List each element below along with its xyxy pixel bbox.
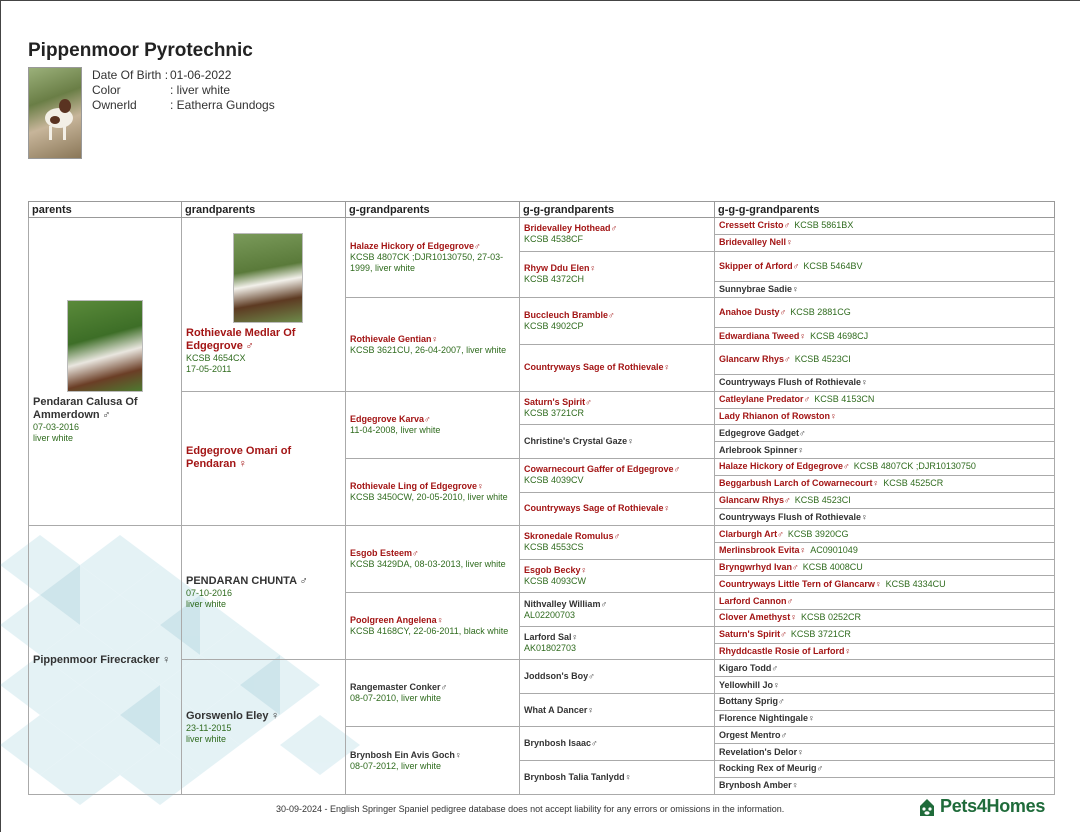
g-g-grandparent-cell-9[interactable]: [520, 526, 715, 560]
sex-symbol: ♂: [786, 595, 794, 606]
g-g-grandparent-cell-13[interactable]: [520, 660, 715, 694]
sex-symbol: ♀: [861, 511, 868, 522]
g-g-g-grandparent-cell-30[interactable]: [715, 744, 1055, 761]
sex-symbol: ♀: [663, 503, 671, 514]
g-g-g-grandparent-name: Sunnybrae Sadie: [719, 283, 793, 294]
pets4homes-logo[interactable]: [918, 796, 1045, 817]
grandparent-date: 23-11-2015: [186, 722, 232, 733]
g-g-grandparent-name: Countryways Sage of Rothievale: [524, 503, 664, 514]
g-g-g-grandparent-reg: KCSB 5861BX: [794, 220, 854, 231]
g-g-g-grandparent-reg: KCSB 2881CG: [790, 307, 851, 318]
color-value: : liver white: [170, 83, 231, 97]
g-g-g-grandparent-name: Saturn's Spirit: [719, 629, 781, 640]
g-g-g-grandparent-reg: KCSB 4525CR: [883, 478, 944, 489]
g-g-g-grandparent-cell-23[interactable]: [715, 626, 1055, 643]
g-grandparent-cell-6[interactable]: [346, 593, 520, 660]
g-g-g-grandparent-name: Glancarw Rhys: [719, 494, 785, 505]
g-g-g-grandparent-reg: KCSB 5464BV: [803, 260, 863, 271]
sex-symbol: ♀: [797, 444, 805, 455]
g-g-g-grandparent-name: Arlebrook Spinner: [719, 444, 798, 455]
sex-symbol: ♂: [779, 307, 787, 318]
parent-cell-1[interactable]: [29, 218, 182, 526]
g-g-grandparent-cell-2[interactable]: [520, 251, 715, 298]
sex-symbol: ♀: [844, 645, 852, 656]
g-g-g-grandparent-name: Bottany Sprig: [719, 696, 779, 707]
color-label: Color: [92, 83, 121, 97]
sex-symbol: ♀: [571, 632, 579, 643]
sex-symbol: ♀: [791, 780, 799, 791]
g-g-g-grandparent-name: Anahoe Dusty: [719, 307, 780, 318]
sex-symbol: ♂: [585, 397, 592, 408]
parent-color: liver white: [33, 432, 74, 443]
g-g-g-grandparent-cell-9[interactable]: [715, 391, 1055, 408]
pedigree-header-row: [29, 202, 1055, 218]
owner-label: Ownerld: [92, 98, 137, 112]
dog-info: [92, 68, 275, 113]
sex-symbol: ♀: [797, 746, 804, 757]
g-g-g-grandparent-cell-15[interactable]: [715, 492, 1055, 509]
g-g-g-grandparent-name: Countryways Flush of Rothievale: [719, 511, 862, 522]
pedigree-row: [29, 218, 1055, 235]
sex-symbol: ♀: [808, 713, 815, 724]
g-g-g-grandparent-cell-28[interactable]: [715, 710, 1055, 727]
sex-symbol: ♂: [792, 562, 799, 573]
sex-symbol: ♀: [238, 458, 247, 471]
g-g-grandparent-cell-6[interactable]: [520, 425, 715, 459]
g-g-grandparent-name: Brynbosh Talia Tanlydd: [524, 772, 625, 783]
sex-symbol: ♀: [792, 283, 799, 294]
g-g-g-grandparent-name: Brynbosh Amber: [719, 780, 792, 791]
sex-symbol: ♂: [799, 427, 806, 438]
dob-row: [92, 68, 275, 83]
g-g-grandparent-detail: AK01802703: [524, 643, 577, 654]
dog-silhouette-icon: [29, 68, 81, 158]
g-grandparent-name: Rothievale Gentian: [350, 333, 432, 344]
g-g-grandparent-name: Christine's Crystal Gaze: [524, 436, 628, 447]
g-g-g-grandparent-cell-20[interactable]: [715, 576, 1055, 593]
g-g-g-grandparent-name: Lady Rhianon of Rowston: [719, 411, 830, 422]
sex-symbol: ♂: [245, 340, 254, 353]
parent-name: Pendaran Calusa Of Ammerdown: [33, 395, 138, 421]
g-g-g-grandparent-name: Bryngwrhyd Ivan: [719, 562, 793, 573]
g-grandparent-cell-1[interactable]: [346, 218, 520, 298]
g-g-grandparent-cell-10[interactable]: [520, 559, 715, 593]
g-g-grandparent-cell-1[interactable]: [520, 218, 715, 252]
g-g-g-grandparent-cell-8[interactable]: [715, 375, 1055, 392]
g-g-g-grandparent-reg: KCSB 4523CI: [794, 494, 851, 505]
pedigree-row: [29, 526, 1055, 543]
g-grandparent-cell-2[interactable]: [346, 298, 520, 392]
g-g-grandparent-detail: AL02200703: [524, 609, 576, 620]
pedigree-row: [29, 660, 1055, 677]
g-g-g-grandparent-cell-26[interactable]: [715, 677, 1055, 694]
g-g-grandparent-detail: KCSB 4039CV: [524, 475, 584, 486]
sex-symbol: ♂: [600, 598, 608, 609]
g-g-grandparent-name: Nithvalley William: [524, 598, 601, 609]
g-g-g-grandparent-cell-13[interactable]: [715, 458, 1055, 475]
g-g-grandparent-cell-4[interactable]: [520, 345, 715, 392]
g-g-grandparent-name: What A Dancer: [524, 704, 588, 715]
g-g-g-grandparent-cell-7[interactable]: [715, 345, 1055, 375]
g-grandparent-detail: 08-07-2010, liver white: [350, 693, 442, 704]
g-grandparent-name: Rothievale Ling of Edgegrove: [350, 481, 478, 492]
sex-symbol: ♀: [773, 679, 780, 690]
sex-symbol: ♀: [830, 411, 837, 422]
g-grandparent-cell-4[interactable]: [346, 458, 520, 525]
g-grandparent-name: Poolgreen Angelena: [350, 615, 437, 626]
footer-disclaimer: 30-09-2024 - English Springer Spaniel pedigree database does not accept liability for any errors or omissions in the information.: [276, 804, 785, 814]
grandparent-cell-1[interactable]: [182, 218, 346, 392]
g-g-g-grandparent-cell-31[interactable]: [715, 761, 1055, 778]
g-g-g-grandparent-cell-27[interactable]: [715, 693, 1055, 710]
g-grandparent-name: Edgegrove Karva: [350, 413, 425, 424]
sex-symbol: ♂: [780, 629, 787, 640]
g-g-g-grandparent-name: Florence Nightingale: [719, 713, 809, 724]
g-g-g-grandparent-reg: KCSB 4523CI: [794, 354, 851, 365]
header-g-g-g-grandparents: g-g-g-grandparents: [715, 202, 1055, 218]
g-g-g-grandparent-name: Kigaro Todd: [719, 662, 772, 673]
g-g-grandparent-cell-5[interactable]: [520, 391, 715, 425]
parent-date: 07-03-2016: [33, 421, 80, 432]
g-g-g-grandparent-cell-5[interactable]: [715, 298, 1055, 328]
g-g-g-grandparent-name: Clover Amethyst: [719, 612, 791, 623]
logo-text: Pets4Homes: [940, 796, 1046, 816]
g-g-g-grandparent-name: Catleylane Predator: [719, 394, 804, 405]
sex-symbol: ♀: [786, 237, 793, 248]
g-g-g-grandparent-reg: KCSB 4008CU: [802, 562, 863, 573]
g-g-g-grandparent-cell-19[interactable]: [715, 559, 1055, 576]
pedigree-table: [28, 201, 1054, 795]
sex-symbol: ♂: [440, 682, 448, 693]
g-g-g-grandparent-name: Edwardiana Tweed: [719, 330, 800, 341]
g-grandparent-detail: KCSB 3429DA, 08-03-2013, liver white: [350, 559, 506, 570]
g-g-g-grandparent-name: Merlinsbrook Evita: [719, 545, 800, 556]
g-g-g-grandparent-name: Beggarbush Larch of Cowarnecourt: [719, 478, 873, 489]
dob-value: 01-06-2022: [170, 68, 232, 82]
sex-symbol: ♂: [792, 260, 800, 271]
sex-symbol: ♂: [777, 528, 784, 539]
g-g-grandparent-cell-14[interactable]: [520, 693, 715, 727]
g-g-g-grandparent-cell-17[interactable]: [715, 526, 1055, 543]
g-g-grandparent-name: Esgob Becky: [524, 564, 581, 575]
g-g-g-grandparent-reg: KCSB 0252CR: [800, 612, 861, 623]
pedigree-row: [29, 391, 1055, 408]
sex-symbol: ♂: [412, 548, 419, 559]
g-grandparent-name: Brynbosh Ein Avis Goch: [350, 749, 455, 760]
g-g-g-grandparent-reg: KCSB 3721CR: [790, 629, 851, 640]
sex-symbol: ♂: [783, 220, 791, 231]
grandparent-cell-4[interactable]: [182, 660, 346, 795]
sex-symbol: ♀: [271, 709, 280, 722]
dog-photo[interactable]: [28, 67, 82, 159]
g-g-grandparent-name: Cowarnecourt Gaffer of Edgegrove: [524, 464, 674, 475]
sex-symbol: ♂: [843, 461, 850, 472]
g-g-g-grandparent-cell-14[interactable]: [715, 475, 1055, 492]
g-g-g-grandparent-cell-12[interactable]: [715, 442, 1055, 459]
parent-cell-2[interactable]: [29, 526, 182, 795]
color-row: [92, 83, 275, 98]
header-g-grandparents: g-grandparents: [346, 202, 520, 218]
g-g-g-grandparent-cell-10[interactable]: [715, 408, 1055, 425]
g-grandparent-detail: KCSB 4807CK ;DJR10130750, 27-03-1999, liver white: [350, 252, 504, 274]
sex-symbol: ♂: [780, 729, 788, 740]
sex-symbol: ♂: [673, 464, 681, 475]
g-g-g-grandparent-name: Cressett Cristo: [719, 220, 784, 231]
sex-symbol: ♂: [608, 310, 615, 321]
g-g-g-grandparent-cell-24[interactable]: [715, 643, 1055, 660]
g-g-g-grandparent-cell-2[interactable]: [715, 234, 1055, 251]
header-grandparents: grandparents: [182, 202, 346, 218]
g-g-grandparent-detail: KCSB 4538CF: [524, 234, 584, 245]
paw-house-icon: [918, 797, 936, 817]
sex-symbol: ♂: [610, 223, 618, 234]
g-g-g-grandparent-cell-29[interactable]: [715, 727, 1055, 744]
owner-value: : Eatherra Gundogs: [170, 98, 275, 112]
sex-symbol: ♀: [872, 478, 880, 489]
g-g-grandparent-cell-11[interactable]: [520, 593, 715, 627]
header-parents: parents: [29, 202, 182, 218]
g-grandparent-detail: 11-04-2008, liver white: [350, 424, 441, 435]
sex-symbol: ♀: [431, 333, 439, 344]
sex-symbol: ♀: [624, 772, 632, 783]
g-g-grandparent-name: Saturn's Spirit: [524, 397, 586, 408]
g-g-g-grandparent-name: Countryways Little Tern of Glancarw: [719, 578, 875, 589]
sex-symbol: ♂: [778, 696, 785, 707]
g-g-g-grandparent-reg: KCSB 4698CJ: [810, 330, 869, 341]
sex-symbol: ♂: [784, 494, 791, 505]
g-g-g-grandparent-reg: KCSB 4334CU: [885, 578, 946, 589]
grandparent-name: Edgegrove Omari of Pendaran: [186, 445, 292, 471]
sex-symbol: ♀: [861, 377, 868, 388]
g-g-g-grandparent-reg: AC0901049: [810, 545, 858, 556]
g-g-g-grandparent-name: Skipper of Arford: [719, 260, 793, 271]
g-grandparent-detail: KCSB 3621CU, 26-04-2007, liver white: [350, 344, 507, 355]
g-g-g-grandparent-name: Glancarw Rhys: [719, 354, 785, 365]
g-g-g-grandparent-name: Clarburgh Art: [719, 528, 778, 539]
g-g-grandparent-name: Rhyw Ddu Elen: [524, 263, 590, 274]
g-g-g-grandparent-cell-3[interactable]: [715, 251, 1055, 281]
grandparent-name: PENDARAN CHUNTA: [186, 575, 298, 588]
g-g-g-grandparent-name: Edgegrove Gadget: [719, 427, 800, 438]
g-g-g-grandparent-cell-21[interactable]: [715, 593, 1055, 610]
sex-symbol: ♂: [613, 531, 621, 542]
g-grandparent-detail: 08-07-2012, liver white: [350, 760, 442, 771]
sex-symbol: ♀: [589, 263, 597, 274]
g-g-g-grandparent-name: Rhyddcastle Rosie of Larford: [719, 645, 845, 656]
g-g-grandparent-cell-3[interactable]: [520, 298, 715, 345]
g-g-grandparent-name: Buccleuch Bramble: [524, 310, 609, 321]
sex-symbol: ♀: [799, 545, 807, 556]
sex-symbol: ♀: [580, 564, 588, 575]
sex-symbol: ♀: [477, 481, 484, 492]
sex-symbol: ♀: [663, 362, 671, 373]
g-g-g-grandparent-name: Rocking Rex of Meurig: [719, 763, 817, 774]
g-g-grandparent-cell-8[interactable]: [520, 492, 715, 526]
g-g-g-grandparent-cell-11[interactable]: [715, 425, 1055, 442]
grandparent-cell-3[interactable]: [182, 526, 346, 660]
g-g-g-grandparent-name: Bridevalley Nell: [719, 237, 787, 248]
dob-label: Date Of Birth :: [92, 68, 169, 82]
g-grandparent-cell-3[interactable]: [346, 391, 520, 458]
g-g-grandparent-cell-16[interactable]: [520, 761, 715, 795]
parent-photo[interactable]: [67, 300, 143, 392]
g-g-g-grandparent-cell-32[interactable]: [715, 777, 1055, 794]
g-grandparent-cell-5[interactable]: [346, 526, 520, 593]
grandparent-name: Rothievale Medlar Of Edgegrove: [186, 327, 296, 353]
g-g-grandparent-cell-15[interactable]: [520, 727, 715, 761]
g-g-g-grandparent-cell-25[interactable]: [715, 660, 1055, 677]
g-grandparent-name: Esgob Esteem: [350, 548, 413, 559]
sex-symbol: ♂: [816, 763, 824, 774]
grandparent-date: 07-10-2016: [186, 588, 233, 599]
g-g-grandparent-detail: KCSB 4902CP: [524, 321, 584, 332]
sex-symbol: ♀: [587, 704, 595, 715]
grandparent-name: Gorswenlo Eley: [186, 709, 269, 722]
g-g-grandparent-name: Skronedale Romulus: [524, 531, 614, 542]
header-g-g-grandparents: g-g-grandparents: [520, 202, 715, 218]
g-g-g-grandparent-reg: KCSB 3920CG: [787, 528, 849, 539]
sex-symbol: ♂: [591, 738, 598, 749]
g-g-g-grandparent-name: Larford Cannon: [719, 595, 787, 606]
g-g-grandparent-name: Countryways Sage of Rothievale: [524, 362, 664, 373]
g-g-grandparent-name: Bridevalley Hothead: [524, 223, 611, 234]
sex-symbol: ♀: [874, 578, 882, 589]
g-grandparent-cell-8[interactable]: [346, 727, 520, 795]
g-g-grandparent-name: Larford Sal: [524, 632, 572, 643]
g-g-grandparent-detail: KCSB 4553CS: [524, 542, 584, 553]
g-g-g-grandparent-name: Halaze Hickory of Edgegrove: [719, 461, 844, 472]
g-g-g-grandparent-name: Countryways Flush of Rothievale: [719, 377, 862, 388]
sex-symbol: ♀: [790, 612, 797, 623]
g-g-grandparent-detail: KCSB 4093CW: [524, 575, 587, 586]
sex-symbol: ♂: [299, 575, 308, 588]
g-g-grandparent-cell-12[interactable]: [520, 626, 715, 660]
grandparent-date: 17-05-2011: [186, 364, 232, 375]
g-g-g-grandparent-reg: KCSB 4807CK ;DJR10130750: [853, 461, 976, 472]
owner-row: [92, 98, 275, 113]
g-g-g-grandparent-cell-6[interactable]: [715, 328, 1055, 345]
grandparent-cell-2[interactable]: [182, 391, 346, 525]
grandparent-photo[interactable]: [233, 233, 303, 323]
g-g-g-grandparent-cell-1[interactable]: [715, 218, 1055, 235]
g-g-g-grandparent-cell-18[interactable]: [715, 542, 1055, 559]
g-g-grandparent-detail: KCSB 3721CR: [524, 408, 585, 419]
g-g-g-grandparent-cell-4[interactable]: [715, 281, 1055, 298]
parent-name: Pippenmoor Firecracker: [33, 653, 160, 666]
sex-symbol: ♀: [454, 749, 462, 760]
sex-symbol: ♂: [474, 241, 481, 252]
g-grandparent-detail: KCSB 4168CY, 22-06-2011, black white: [350, 626, 509, 637]
sex-symbol: ♂: [588, 671, 595, 682]
grandparent-reg: KCSB 4654CX: [186, 353, 246, 364]
g-g-g-grandparent-name: Yellowhill Jo: [719, 679, 774, 690]
g-grandparent-name: Rangemaster Conker: [350, 682, 441, 693]
sex-symbol: ♀: [162, 653, 171, 666]
g-grandparent-name: Halaze Hickory of Edgegrove: [350, 241, 475, 252]
sex-symbol: ♀: [436, 615, 444, 626]
g-g-grandparent-cell-7[interactable]: [520, 458, 715, 492]
sex-symbol: ♀: [799, 330, 807, 341]
g-grandparent-cell-7[interactable]: [346, 660, 520, 727]
g-grandparent-detail: KCSB 3450CW, 20-05-2010, liver white: [350, 492, 508, 503]
g-g-g-grandparent-reg: KCSB 4153CN: [814, 394, 875, 405]
sex-symbol: ♂: [102, 408, 111, 421]
g-g-grandparent-name: Joddson's Boy: [524, 671, 589, 682]
sex-symbol: ♂: [771, 662, 779, 673]
sex-symbol: ♂: [424, 413, 431, 424]
g-g-g-grandparent-cell-16[interactable]: [715, 509, 1055, 526]
g-g-g-grandparent-cell-22[interactable]: [715, 610, 1055, 627]
dog-name-title: Pippenmoor Pyrotechnic: [28, 40, 253, 61]
sex-symbol: ♂: [803, 394, 811, 405]
g-g-g-grandparent-name: Revelation's Delor: [719, 746, 798, 757]
grandparent-color: liver white: [186, 733, 227, 744]
sex-symbol: ♀: [627, 436, 634, 447]
g-g-g-grandparent-name: Orgest Mentro: [719, 729, 781, 740]
grandparent-color: liver white: [186, 599, 227, 610]
sex-symbol: ♂: [784, 354, 791, 365]
g-g-grandparent-detail: KCSB 4372CH: [524, 274, 585, 285]
g-g-grandparent-name: Brynbosh Isaac: [524, 738, 592, 749]
